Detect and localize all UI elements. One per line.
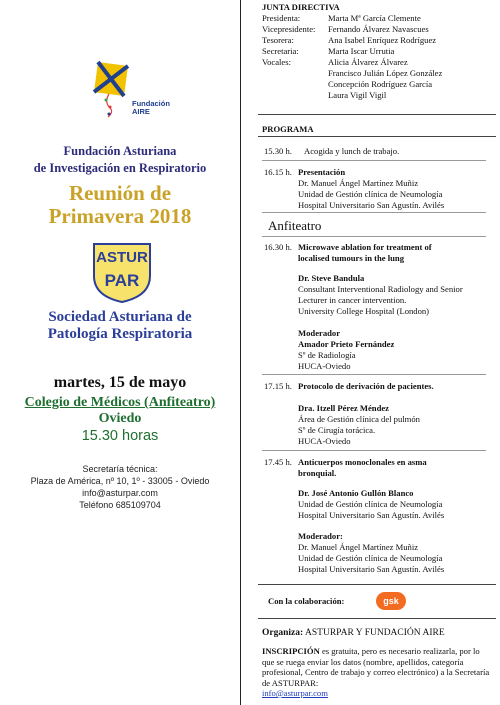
- junta-name: Ana Isabel Enríquez Rodríguez: [328, 35, 437, 45]
- program-title: Anticuerpos monoclonales en asma: [298, 457, 427, 467]
- moderator-label: Moderador:: [298, 531, 343, 541]
- junta-role: Tesorera:: [262, 35, 294, 45]
- junta-name: Marta Iscar Urrutia: [328, 46, 395, 56]
- gsk-logo: gsk: [376, 592, 406, 610]
- junta-name: Alicia Álvarez Álvarez: [328, 57, 408, 67]
- program-line: HUCA-Oviedo: [298, 361, 351, 371]
- program-title: bronquial.: [298, 468, 337, 478]
- program-text: Acogida y lunch de trabajo.: [304, 146, 400, 156]
- program-time: 16.30 h.: [264, 242, 292, 252]
- secretaria-tecnica: Secretaría técnica: Plaza de América, nº 10, 1º - 33005 - Oviedo info@asturpar.com Teléfono 685109704: [30, 464, 210, 510]
- program-line: Sº de Cirugía torácica.: [298, 425, 376, 435]
- event-title: Reunión de Primavera 2018: [48, 181, 192, 228]
- item-divider: [262, 160, 486, 161]
- program-line: HUCA-Oviedo: [298, 436, 351, 446]
- moderator-label: Moderador: [298, 328, 341, 338]
- program-line: Hospital Universitario San Agustín. Avilés: [298, 510, 445, 520]
- junta-name: Laura Vigil Vigil: [328, 90, 387, 100]
- program-title: Microwave ablation for treatment of: [298, 242, 432, 252]
- colaboracion-label: Con la colaboración:: [268, 596, 345, 606]
- program-line: Unidad de Gestión clínica de Neumología: [298, 499, 443, 509]
- section-divider: [258, 618, 496, 619]
- event-date: martes, 15 de mayo: [53, 374, 187, 391]
- section-divider: [258, 114, 496, 115]
- item-divider: [262, 450, 486, 451]
- junta-name: Marta Mª García Clemente: [328, 13, 421, 23]
- program-line: Dr. Manuel Ángel Martínez Muñiz: [298, 178, 419, 188]
- program-time: 16.15 h.: [264, 167, 292, 177]
- speaker-name: Dra. Itzell Pérez Méndez: [298, 403, 389, 413]
- program-line: Consultant Interventional Radiology and Senior: [298, 284, 463, 294]
- left-column: [0, 0, 240, 705]
- inscripcion-block: INSCRIPCIÓN es gratuita, pero es necesario realizarla, por lo que se ruega enviar los datos (nombre, apellidos, categoría profesional, Centro de trabajo y correo electrónico) a la Secretaría de ASTURPAR: info@asturpar.com: [262, 646, 494, 699]
- organiza-line: Organiza: ASTURPAR Y FUNDACIÓN AIRE: [262, 628, 445, 638]
- program-time: 17.45 h.: [264, 457, 292, 467]
- program-title: localised tumours in the lung: [298, 253, 405, 263]
- junta-role: Vocales:: [262, 57, 291, 67]
- junta-name: Fernando Álvarez Navascues: [328, 24, 429, 34]
- programa-title: PROGRAMA: [262, 124, 314, 134]
- item-divider: [262, 236, 486, 237]
- junta-name: Francisco Julián López González: [328, 68, 443, 78]
- moderator-name: Amador Prieto Fernández: [298, 339, 395, 349]
- aire-brand-text: Fundación AIRE: [132, 99, 170, 116]
- section-divider: [258, 136, 496, 137]
- speaker-name: Dr. José Antonio Gullón Blanco: [298, 488, 414, 498]
- junta-role: Secretaria:: [262, 46, 299, 56]
- event-time: 15.30 horas: [81, 428, 159, 444]
- program-line: Lecturer in cancer intervention.: [298, 295, 407, 305]
- program-time: 17.15 h.: [264, 381, 292, 391]
- asturpar-logo: [88, 236, 156, 304]
- email-link[interactable]: info@asturpar.com: [262, 688, 328, 698]
- program-line: Unidad de Gestión clínica de Neumología: [298, 553, 443, 563]
- event-city: Oviedo: [98, 411, 142, 426]
- column-divider: [240, 0, 241, 705]
- program-line: Hospital Universitario San Agustín. Avilés: [298, 564, 445, 574]
- anfiteatro-heading: Anfiteatro: [268, 218, 322, 233]
- svg-text:ASTUR: ASTUR: [96, 249, 148, 266]
- program-title: Presentación: [298, 167, 346, 177]
- junta-role: Vicepresidente:: [262, 24, 316, 34]
- junta-title: JUNTA DIRECTIVA: [262, 2, 340, 12]
- fundacion-aire-logo: [88, 60, 168, 130]
- junta-role: Presidenta:: [262, 13, 301, 23]
- fundacion-name: Fundación Asturiana de Investigación en Respiratorio: [33, 144, 207, 175]
- event-venue: Colegio de Médicos (Anfiteatro): [24, 395, 216, 410]
- program-time: 15.30 h.: [264, 146, 292, 156]
- program-line: Hospital Universitario San Agustín. Avilés: [298, 200, 445, 210]
- section-divider: [258, 584, 496, 585]
- program-title: Protocolo de derivación de pacientes.: [298, 381, 434, 391]
- program-line: University College Hospital (London): [298, 306, 430, 316]
- item-divider: [262, 374, 486, 375]
- program-line: Dr. Manuel Ángel Martínez Muñiz: [298, 542, 419, 552]
- item-divider: [262, 212, 486, 213]
- kite-icon: [92, 60, 132, 118]
- program-line: Unidad de Gestión clínica de Neumología: [298, 189, 443, 199]
- right-column: [248, 0, 500, 705]
- program-line: Área de Gestión clínica del pulmón: [298, 414, 420, 424]
- program-line: Sº de Radiología: [298, 350, 356, 360]
- society-name: Sociedad Asturiana de Patología Respiratoria: [47, 309, 193, 342]
- junta-name: Concepción Rodríguez García: [328, 79, 433, 89]
- svg-text:PAR: PAR: [104, 271, 140, 290]
- speaker-name: Dr. Steve Bandula: [298, 273, 365, 283]
